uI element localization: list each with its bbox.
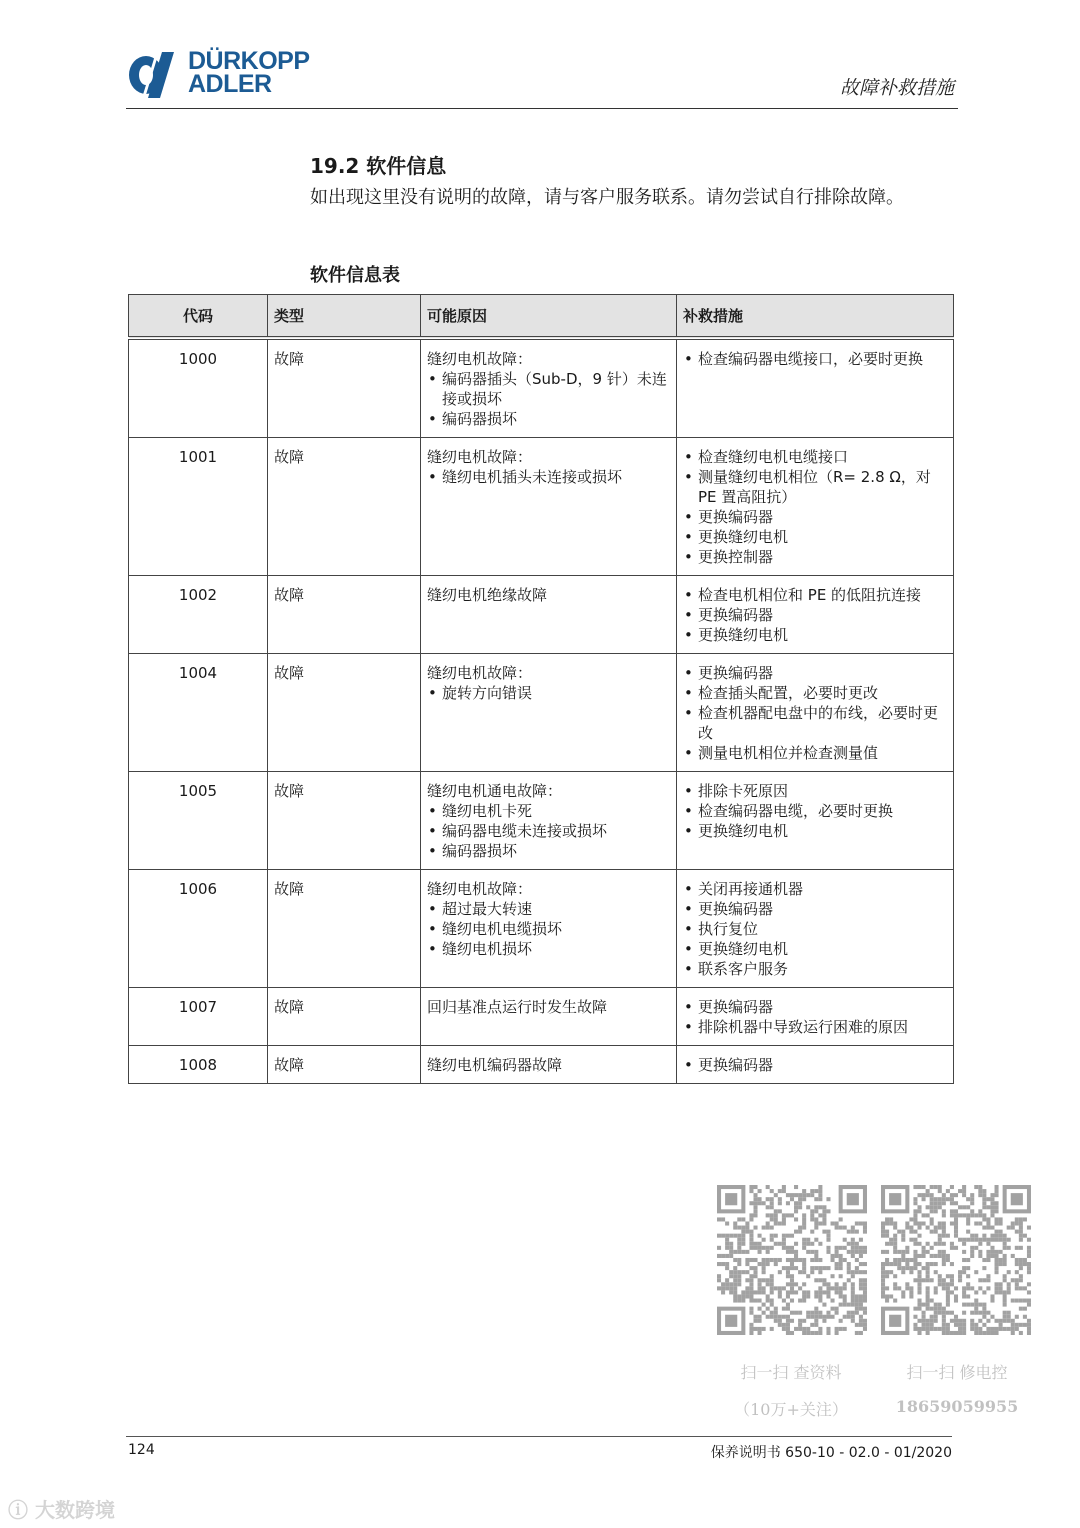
remedy-item: • 执行复位: [683, 919, 947, 939]
cause-title: 缝纫电机绝缘故障: [427, 586, 548, 604]
remedy-item: • 更换编码器: [683, 899, 947, 919]
remedy-cell: [677, 654, 954, 772]
watermark-icon: ⓘ: [8, 1498, 28, 1522]
remedy-cell: [677, 988, 954, 1046]
remedy-item: • 排除机器中导致运行困难的原因: [683, 1017, 947, 1037]
header-remedy: 补救措施: [677, 295, 954, 339]
error-type-cell: 故障: [268, 870, 421, 988]
remedy-list: [683, 447, 947, 567]
cause-title: 缝纫电机故障：: [427, 880, 533, 898]
cause-item: • 缝纫电机卡死: [427, 801, 670, 821]
qr-code-left[interactable]: [717, 1185, 867, 1335]
cause-list: [427, 467, 670, 487]
cause-item: • 旋转方向错误: [427, 683, 670, 703]
error-code-cell: 1000: [129, 338, 268, 438]
remedy-item: • 更换编码器: [683, 507, 947, 527]
error-code-cell: 1007: [129, 988, 268, 1046]
table-row: [129, 576, 954, 654]
remedy-cell: [677, 870, 954, 988]
watermark: [8, 1494, 115, 1523]
remedy-list: [683, 997, 947, 1037]
table-header-row: [129, 295, 954, 339]
qr-code-right[interactable]: [881, 1185, 1031, 1335]
remedy-list: [683, 781, 947, 841]
remedy-list: [683, 585, 947, 645]
header-cause: 可能原因: [421, 295, 677, 339]
brand-line-1: DÜRKOPP: [188, 47, 310, 75]
cause-cell: [421, 654, 677, 772]
remedy-item: • 更换缝纫电机: [683, 939, 947, 959]
error-type-cell: 故障: [268, 576, 421, 654]
remedy-item: • 检查缝纫电机电缆接口: [683, 447, 947, 467]
table-row: [129, 438, 954, 576]
brand-logo-mark-icon: [126, 52, 182, 98]
cause-cell: [421, 438, 677, 576]
header-type: 类型: [268, 295, 421, 339]
document-reference: 保养说明书 650-10 - 02.0 - 01/2020: [710, 1445, 952, 1461]
remedy-item: • 检查编码器电缆接口，必要时更换: [683, 349, 947, 369]
cause-list: [427, 899, 670, 959]
cause-cell: [421, 576, 677, 654]
remedy-item: • 更换缝纫电机: [683, 527, 947, 547]
remedy-item: • 更换缝纫电机: [683, 821, 947, 841]
remedy-item: • 更换编码器: [683, 663, 947, 683]
remedy-item: • 更换编码器: [683, 997, 947, 1017]
cause-item: • 编码器电缆未连接或损坏: [427, 821, 670, 841]
cause-item: • 缝纫电机插头未连接或损坏: [427, 467, 670, 487]
section-heading: 19.2 软件信息: [310, 154, 447, 178]
remedy-list: [683, 879, 947, 979]
error-type-cell: 故障: [268, 338, 421, 438]
qr-left-caption-1: 扫一扫 查资料: [740, 1363, 842, 1382]
error-code-cell: 1002: [129, 576, 268, 654]
remedy-cell: [677, 772, 954, 870]
table-row: [129, 338, 954, 438]
cause-title: 回归基准点运行时发生故障: [427, 998, 608, 1016]
remedy-item: • 更换编码器: [683, 1055, 947, 1075]
remedy-item: • 测量电机相位并检查测量值: [683, 743, 947, 763]
remedy-cell: [677, 338, 954, 438]
remedy-cell: [677, 438, 954, 576]
error-type-cell: 故障: [268, 438, 421, 576]
brand-name: [188, 47, 310, 98]
watermark-text: 大数跨境: [34, 1498, 115, 1522]
table-caption: 软件信息表: [310, 265, 400, 286]
cause-item: • 编码器插头（Sub-D，9 针）未连接或损坏: [427, 369, 670, 409]
cause-title: 缝纫电机编码器故障: [427, 1056, 563, 1074]
table-row: [129, 988, 954, 1046]
qr-codes: [715, 1185, 1035, 1425]
remedy-item: • 关闭再接通机器: [683, 879, 947, 899]
cause-title: 缝纫电机故障：: [427, 448, 533, 466]
intro-paragraph: 如出现这里没有说明的故障，请与客户服务联系。请勿尝试自行排除故障。: [310, 187, 904, 208]
remedy-item: • 检查机器配电盘中的布线，必要时更改: [683, 703, 947, 743]
remedy-item: • 测量缝纫电机相位（R= 2.8 Ω，对 PE 置高阻抗）: [683, 467, 947, 507]
remedy-item: • 排除卡死原因: [683, 781, 947, 801]
table-row: [129, 654, 954, 772]
cause-cell: [421, 870, 677, 988]
error-type-cell: 故障: [268, 1046, 421, 1084]
cause-item: • 缝纫电机损坏: [427, 939, 670, 959]
error-code-cell: 1008: [129, 1046, 268, 1084]
cause-title: 缝纫电机通电故障：: [427, 782, 563, 800]
cause-item: • 编码器损坏: [427, 841, 670, 861]
cause-title: 缝纫电机故障：: [427, 350, 533, 368]
cause-cell: [421, 338, 677, 438]
brand-logo: [126, 47, 326, 100]
cause-list: [427, 369, 670, 429]
chapter-title: 故障补救措施: [839, 77, 954, 99]
table-row: [129, 870, 954, 988]
cause-item: • 超过最大转速: [427, 899, 670, 919]
cause-list: [427, 801, 670, 861]
remedy-item: • 检查电机相位和 PE 的低阻抗连接: [683, 585, 947, 605]
cause-item: • 缝纫电机电缆损坏: [427, 919, 670, 939]
cause-cell: [421, 988, 677, 1046]
remedy-cell: [677, 1046, 954, 1084]
remedy-item: • 更换编码器: [683, 605, 947, 625]
cause-list: [427, 683, 670, 703]
remedy-cell: [677, 576, 954, 654]
remedy-item: • 检查编码器电缆，必要时更换: [683, 801, 947, 821]
cause-cell: [421, 1046, 677, 1084]
table-row: [129, 1046, 954, 1084]
software-info-table: [128, 294, 954, 1084]
remedy-item: • 检查插头配置，必要时更改: [683, 683, 947, 703]
error-type-cell: 故障: [268, 654, 421, 772]
remedy-list: [683, 1055, 947, 1075]
cause-cell: [421, 772, 677, 870]
table-row: [129, 772, 954, 870]
error-code-cell: 1001: [129, 438, 268, 576]
remedy-item: • 更换缝纫电机: [683, 625, 947, 645]
header-code: 代码: [129, 295, 268, 339]
remedy-list: [683, 663, 947, 763]
error-code-cell: 1006: [129, 870, 268, 988]
qr-right-caption-2: 18659059955: [895, 1397, 1019, 1416]
cause-item: • 编码器损坏: [427, 409, 670, 429]
brand-line-2: ADLER: [188, 70, 272, 98]
qr-right-caption-1: 扫一扫 修电控: [906, 1363, 1008, 1382]
error-type-cell: 故障: [268, 988, 421, 1046]
remedy-item: • 联系客户服务: [683, 959, 947, 979]
error-code-cell: 1004: [129, 654, 268, 772]
cause-title: 缝纫电机故障：: [427, 664, 533, 682]
error-code-cell: 1005: [129, 772, 268, 870]
header-divider: [126, 108, 958, 109]
page-number: 124: [128, 1442, 155, 1458]
footer-divider: [126, 1436, 952, 1437]
error-type-cell: 故障: [268, 772, 421, 870]
remedy-item: • 更换控制器: [683, 547, 947, 567]
remedy-list: [683, 349, 947, 369]
qr-left-caption-2: （10万+关注）: [734, 1400, 848, 1419]
